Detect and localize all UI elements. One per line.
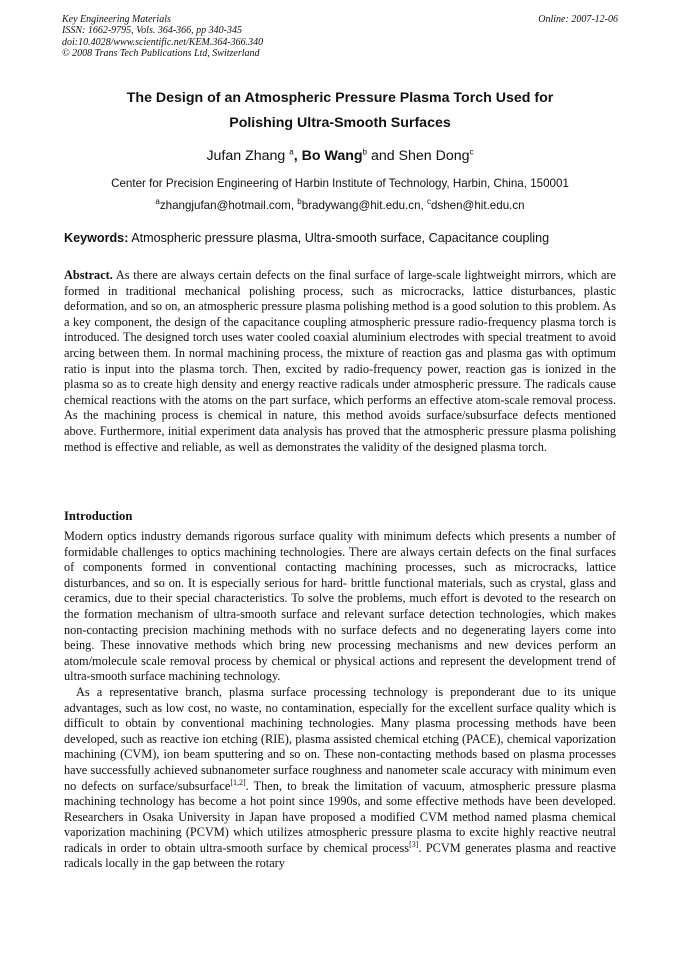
online-date: Online: 2007-12-06	[538, 14, 618, 25]
email-1: zhangjufan@hotmail.com,	[159, 199, 298, 212]
journal-name: Key Engineering Materials	[62, 14, 171, 25]
abstract-label: Abstract.	[64, 268, 113, 282]
abstract-text: As there are always certain defects on the final surface of large-scale lightweight mirrors, which are formed in traditional mechanical polishing process, such as microcracks, lattice disturbances, plastic deformation, and so on, an atmospheric pressure plasma polishing method is a good solution to this problem. As a key component, the design of the capacitance coupling atmospheric pressure radio-frequency plasma torch is introduced. The designed torch uses water cooled coaxial aluminium electrodes with special treatment to avoid arcing between them. In normal machining process, the mixture of reaction gas and plasma gas with optimum ratio is input into the plasma torch. Then, excited by radio-frequency power, reaction gas is ionized in the plasma so as to create high density and energy reactive radicals under atmospheric pressure. The radicals cause chemical reactions with the atoms on the part surface, which performs an effective atom-scale removal process. As the machining process is chemical in nature, this method avoids surface/subsurface defects mentioned above. Furthermore, initial experiment data analysis has proved that the atmospheric pressure plasma polishing method is effective and reliable, as well as demonstrates the validity of the designed plasma torch.	[64, 268, 616, 454]
author-1-mark: a	[289, 147, 294, 157]
title-line-1: The Design of an Atmospheric Pressure Plasma Torch Used for	[126, 90, 554, 106]
intro-p2-text-a: As a representative branch, plasma surface processing technology is preponderant due to its unique advantages, such as low cost, no waste, no contamination, especially for the excellent surface quality which is difficult to obtain by conventional machining technologies. Many plasma processing methods have been developed, such as reactive ion etching (RIE), plasma assisted chemical etching (PACE), chemical vaporization machining (CVM), ion beam sputtering and so on. These non-contacting methods based on plasma processes have successfully achieved subnanometer surface roughness and nanometer scale accuracy with minimum even no defects on surface/subsurface	[64, 684, 616, 793]
author-3-mark: c	[469, 147, 474, 157]
email-2-mark: b	[297, 197, 302, 207]
citation-3: [3]	[409, 839, 419, 849]
author-2-mark: b	[362, 147, 367, 157]
intro-paragraph-1: Modern optics industry demands rigorous surface quality with minimum defects which presents a number of formidable challenges to optics machining technologies. There are always certain defects on the final surfaces of components formed in conventional contacting machining processes, such as microcracks, lattice disturbances, and so on. It is especially serious for hard- brittle functional materials, such as crystal, glass and ceramics, due to their special characteristics. To solve the problems, much effort is devoted to the research on the formation mechanism of ultra-smooth surface and relevant surface detection technologies, which makes non-contacting precision machining methods with no surface defects and no degenerating layers come into being. These innovative methods which bring new processing mechanisms and new devices perform an atom/molecule scale removal process by chemical or physical actions and represent the development trend of ultra-smooth surface machining technology.	[64, 529, 616, 684]
email-1-mark: a	[155, 197, 160, 207]
paper-title	[62, 86, 618, 136]
doi-line: doi:10.4028/www.scientific.net/KEM.364-366.340	[62, 36, 264, 48]
keywords-text: Atmospheric pressure plasma, Ultra-smooth surface, Capacitance coupling	[128, 231, 550, 245]
author-3: and Shen Dong	[367, 148, 470, 164]
email-3: dshen@hit.edu.cn	[430, 199, 525, 212]
author-1: Jufan Zhang	[206, 148, 290, 164]
introduction-body	[64, 529, 616, 872]
intro-p2-text-b: . Then, to break the limitation of vacuum, atmospheric pressure plasma machining technology has become a hot point since 1990s, and some effective methods have been developed. Researchers in Osaka University in Japan have proposed a modified CVM method named plasma chemical vaporization machining (PCVM) which utilizes atmospheric pressure plasma to excite highly reactive neutral radicals in order to obtain ultra-smooth surface by chemical process	[64, 778, 617, 855]
email-2: bradywang@hit.edu.cn,	[301, 199, 427, 212]
issn-line: ISSN: 1662-9795, Vols. 364-366, pp 340-345	[62, 25, 242, 37]
intro-p2-text-c: . PCVM generates plasma and reactive radicals locally in the gap between the rotary	[64, 840, 616, 871]
abstract	[64, 268, 616, 455]
intro-paragraph-2	[64, 685, 616, 872]
keywords-label: Keywords:	[64, 231, 129, 245]
title-line-2: Polishing Ultra-Smooth Surfaces	[229, 115, 451, 131]
journal-header	[62, 14, 618, 60]
copyright-line: © 2008 Trans Tech Publications Ltd, Switzerland	[62, 48, 260, 60]
author-list	[62, 148, 618, 164]
citation-1-2: [1,2]	[230, 777, 246, 787]
author-emails	[62, 199, 618, 212]
email-3-mark: c	[426, 197, 431, 207]
keywords	[64, 231, 618, 245]
author-separator: , Bo Wang	[293, 148, 363, 164]
section-heading-introduction: Introduction	[64, 509, 133, 523]
affiliation: Center for Precision Engineering of Harbin Institute of Technology, Harbin, China, 150001	[111, 177, 569, 190]
